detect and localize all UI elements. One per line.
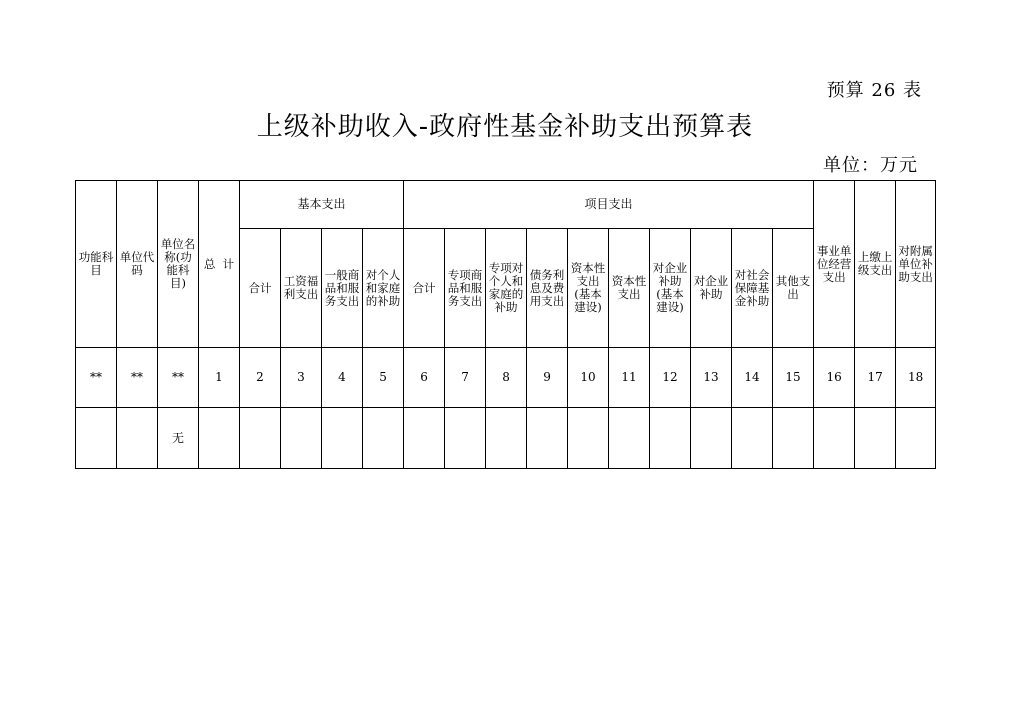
- index-cell: 5: [363, 348, 404, 408]
- header-affiliated-units: 对附属单位补助支出: [896, 181, 936, 348]
- index-cell: 12: [650, 348, 691, 408]
- index-cell: 14: [732, 348, 773, 408]
- header-project-expenditure: 项目支出: [404, 181, 814, 229]
- data-cell: [363, 408, 404, 469]
- data-cell: [527, 408, 568, 469]
- data-cell: [691, 408, 732, 469]
- header-basic-wages: 工资福利支出: [281, 229, 322, 348]
- form-number: 预算 26 表: [826, 80, 922, 101]
- header-project-other: 其他支出: [773, 229, 814, 348]
- header-total: 总 计: [199, 181, 240, 348]
- index-cell: 3: [281, 348, 322, 408]
- index-cell: 6: [404, 348, 445, 408]
- page-title: 上级补助收入-政府性基金补助支出预算表: [256, 112, 754, 142]
- header-project-capital: 资本性支出: [609, 229, 650, 348]
- data-cell: [773, 408, 814, 469]
- data-cell: [814, 408, 855, 469]
- index-cell: 17: [855, 348, 896, 408]
- index-cell: 4: [322, 348, 363, 408]
- data-cell: [732, 408, 773, 469]
- index-cell: **: [76, 348, 117, 408]
- unit-label: 单位：万元: [823, 155, 918, 176]
- index-cell: **: [158, 348, 199, 408]
- header-project-capital-construction: 资本性支出(基本建设): [568, 229, 609, 348]
- header-project-subtotal: 合计: [404, 229, 445, 348]
- data-cell: [240, 408, 281, 469]
- index-cell: 10: [568, 348, 609, 408]
- header-project-goods-services: 专项商品和服务支出: [445, 229, 486, 348]
- index-cell: 1: [199, 348, 240, 408]
- header-project-debt-interest: 债务利息及费用支出: [527, 229, 568, 348]
- header-function-subject: 功能科目: [76, 181, 117, 348]
- index-row: [76, 348, 936, 408]
- data-cell: [445, 408, 486, 469]
- header-upper-level: 上缴上级支出: [855, 181, 896, 348]
- index-cell: 9: [527, 348, 568, 408]
- data-cell: [76, 408, 117, 469]
- data-cell: [404, 408, 445, 469]
- data-cell: [486, 408, 527, 469]
- data-cell: [568, 408, 609, 469]
- data-row: [76, 408, 936, 469]
- data-cell: [609, 408, 650, 469]
- data-cell: [322, 408, 363, 469]
- index-cell: 16: [814, 348, 855, 408]
- data-cell: [650, 408, 691, 469]
- header-business-operation: 事业单位经营支出: [814, 181, 855, 348]
- header-project-enterprise-construction: 对企业补助(基本建设): [650, 229, 691, 348]
- header-row-1: [76, 181, 936, 229]
- header-basic-personal-subsidy: 对个人和家庭的补助: [363, 229, 404, 348]
- index-cell: 13: [691, 348, 732, 408]
- index-cell: 11: [609, 348, 650, 408]
- header-unit-name: 单位名称(功能科目): [158, 181, 199, 348]
- header-project-social-security: 对社会保障基金补助: [732, 229, 773, 348]
- index-cell: 15: [773, 348, 814, 408]
- index-cell: 8: [486, 348, 527, 408]
- data-cell: [855, 408, 896, 469]
- index-cell: 2: [240, 348, 281, 408]
- header-basic-subtotal: 合计: [240, 229, 281, 348]
- budget-table: [75, 180, 936, 469]
- header-project-personal-subsidy: 专项对个人和家庭的补助: [486, 229, 527, 348]
- data-cell: [896, 408, 936, 469]
- header-project-enterprise: 对企业补助: [691, 229, 732, 348]
- data-cell: [281, 408, 322, 469]
- index-cell: 18: [896, 348, 936, 408]
- header-basic-goods-services: 一般商品和服务支出: [322, 229, 363, 348]
- index-cell: 7: [445, 348, 486, 408]
- data-cell-unit-name: 无: [158, 408, 199, 469]
- data-cell: [117, 408, 158, 469]
- data-cell: [199, 408, 240, 469]
- header-unit-code: 单位代码: [117, 181, 158, 348]
- header-basic-expenditure: 基本支出: [240, 181, 404, 229]
- index-cell: **: [117, 348, 158, 408]
